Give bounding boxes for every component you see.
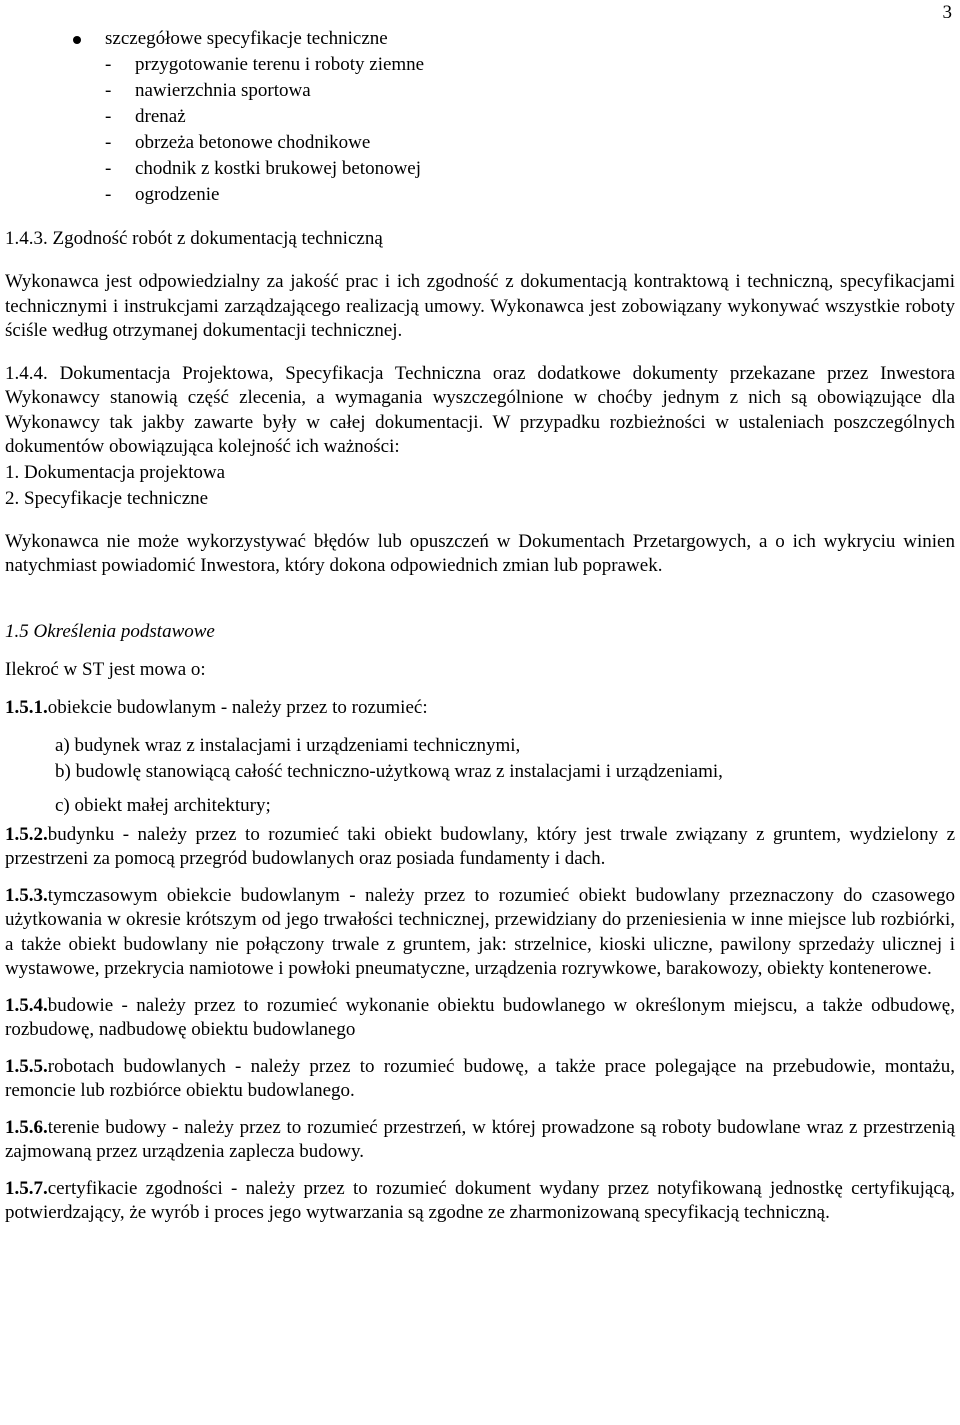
list-item: - drenaż (105, 106, 186, 127)
definition-1-5-2: 1.5.2.budynku - należy przez to rozumieć taki obiekt budowlany, który jest trwale związany z gruntem, wydzielony z przestrzeni za pomocą przegród budowlanych oraz posiada fundamenty i dach. (5, 823, 955, 869)
list-item: - obrzeża betonowe chodnikowe (105, 132, 371, 153)
section-number: 1.4.4. (5, 362, 48, 384)
list-item: 1. Dokumentacja projektowa (5, 461, 226, 483)
definition-1-5-7: 1.5.7.certyfikacie zgodności - należy przez to rozumieć dokument wydany przez notyfikowaną jednostkę certyfikującą, potwierdzający, że wyrób i proces jego wytwarzania są zgodne ze zharmonizowaną specyfikacją techniczną. (5, 1177, 955, 1223)
bullet-icon (73, 36, 81, 44)
list-item: 2. Specyfikacje techniczne (5, 487, 209, 509)
section-title-1-5: 1.5 Określenia podstawowe (5, 620, 215, 642)
list-item: - ogrodzenie (105, 184, 220, 205)
definition-1-5-5: 1.5.5.robotach budowlanych - należy przez to rozumieć budowę, a także prace polegające na przebudowie, montażu, remoncie lub rozbiórce obiektu budowlanego. (5, 1055, 955, 1101)
spec-bullet-block (5, 26, 955, 208)
bullet-heading: szczegółowe specyfikacje techniczne (105, 28, 388, 49)
definition-1-5-6: 1.5.6.terenie budowy - należy przez to rozumieć przestrzeń, w której prowadzone są roboty budowlane wraz z przestrzenią zajmowaną przez urządzenia zaplecza budowy. (5, 1116, 955, 1162)
list-item: - przygotowanie terenu i roboty ziemne (105, 54, 425, 75)
list-item: - nawierzchnia sportowa (105, 80, 311, 101)
list-item: a) budynek wraz z instalacjami i urządzeniami technicznymi, (55, 734, 521, 756)
definition-1-5-1: 1.5.1.obiekcie budowlanym - należy przez to rozumieć: (5, 696, 428, 718)
list-item: b) budowlę stanowiącą całość techniczno-użytkową wraz z instalacjami i urządzeniami, (55, 760, 723, 782)
document-body (5, 26, 955, 1226)
section-1-4-4 (5, 362, 955, 460)
section-title-1-4-3: 1.4.3. Zgodność robót z dokumentacją techniczną (5, 228, 383, 249)
definition-1-5-4: 1.5.4.budowie - należy przez to rozumieć wykonanie obiektu budowlanego w określonym miejscu, a także odbudowę, rozbudowę, nadbudowę obiektu budowlanego (5, 994, 955, 1040)
definition-1-5-3: 1.5.3.tymczasowym obiekcie budowlanym - należy przez to rozumieć obiekt budowlany przeznaczony do czasowego użytkowania w okresie krótszym od jego trwałości technicznej, przewidziany do przeniesienia w inne miejsce lub rozbiórki, a także obiekt budowlany nie połączony trwale z gruntem, jak: strzelnice, kioski uliczne, pawilony sprzedaży ulicznej i wystawowe, przekrycia namiotowe i powłoki pneumatyczne, urządzenia rozrywkowe, barakowozy, obiekty kontenerowe. (5, 884, 955, 979)
paragraph: Wykonawca nie może wykorzystywać błędów lub opuszczeń w Dokumentach Przetargowych, a o ich wykryciu winien natychmiast powiadomić Inwestora, który dokona odpowiednich zmian lub poprawek. (5, 530, 955, 576)
list-item: c) obiekt małej architektury; (55, 794, 271, 816)
paragraph: Dokumentacja Projektowa, Specyfikacja Techniczna oraz dodatkowe dokumenty przekazane przez Inwestora Wykonawcy stanowią część zlecenia, a wymagania wyszczególnione w choćby jednym z nich są obowiązujące dla Wykonawcy tak jakby zawarte były w całej dokumentacji. W przypadku rozbieżności w ustaleniach poszczególnych dokumentów obowiązująca kolejność ich ważności: (5, 362, 956, 457)
paragraph: Wykonawca jest odpowiedzialny za jakość prac i ich zgodność z dokumentacją kontraktową i techniczną, specyfikacjami technicznymi i instrukcjami zarządzającego realizacją umowy. Wykonawca jest zobowiązany wykonywać wszystkie roboty ściśle według otrzymanej dokumentacji technicznej. (5, 271, 955, 341)
list-item: - chodnik z kostki brukowej betonowej (105, 158, 422, 179)
page-number: 3 (942, 2, 952, 23)
section-intro: Ilekroć w ST jest mowa o: (5, 658, 206, 680)
